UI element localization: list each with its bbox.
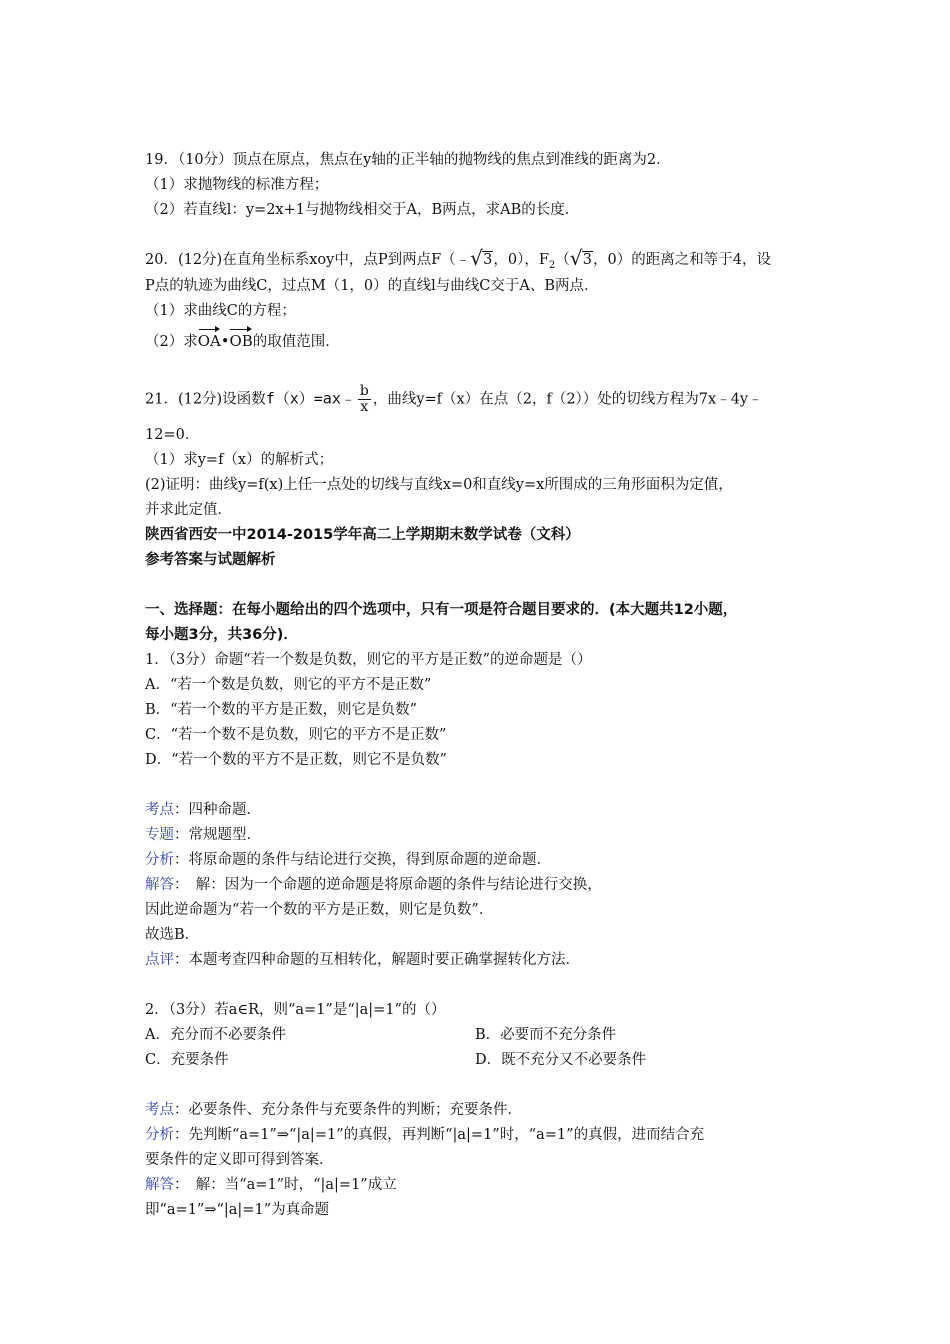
answer-title: 陕西省西安一中2014-2015学年高二上学期期末数学试卷（文科） — [145, 527, 580, 543]
vector-oa: OA — [198, 325, 221, 351]
q2-stem: 2．（3分）若a∈R，则“a=1”是“|a|=1”的（） — [145, 1002, 446, 1018]
label-kaodian: 考点 — [145, 802, 174, 818]
q19-line-3: （2）若直线l：y=2x+1与抛物线相交于A，B两点，求AB的长度． — [145, 202, 580, 218]
q20-line-3: （1）求曲线C的方程； — [145, 303, 296, 319]
q20-line-1 — [145, 246, 771, 276]
sqrt-3-neg: √ 3 — [470, 246, 493, 270]
q20-text-a: 20．(12分)在直角坐标系xoy中，点P到两点F（﹣ — [145, 252, 471, 268]
q21-line-5: 并求此定值． — [145, 502, 232, 518]
q20-text-c: （ — [555, 252, 570, 268]
q21-line-1 — [145, 384, 763, 415]
fraction-denominator: x — [360, 399, 369, 415]
fraction-numerator: b — [359, 383, 369, 399]
label-dianping: 点评 — [145, 952, 174, 968]
q2-option-d: D．既不充分又不必要条件 — [475, 1052, 647, 1068]
q2-option-a: A．充分而不必要条件 — [145, 1027, 286, 1043]
q20-line-2: P点的轨迹为曲线C，过点M（1，0）的直线l与曲线C交于A、B两点． — [145, 278, 599, 294]
q2-jieda-text-1: ： 解：当“a=1”时，“|a|=1”成立 — [174, 1177, 397, 1193]
q1-dianping — [145, 950, 580, 970]
q2-fenxi-text-1: ：先判断“a=1”⇒“|a|=1”的真假，再判断“|a|=1”时，“a=1”的真假，进而结合充 — [174, 1127, 705, 1143]
vector-ob: OB — [229, 325, 252, 351]
q20-text-l4b: 的取值范围． — [252, 334, 340, 350]
q1-option-b: B．“若一个数的平方是正数，则它是负数” — [145, 702, 417, 718]
fraction-b-over-x — [358, 384, 371, 415]
q20-line-4 — [145, 325, 340, 352]
sqrt-3-value-2: 3 — [582, 252, 593, 268]
q2-option-c: C．充要条件 — [145, 1052, 229, 1068]
q1-option-c: C．“若一个数不是负数，则它的平方不是正数” — [145, 727, 447, 743]
q2-fenxi — [145, 1125, 704, 1145]
q2-jieda-2: 即“a=1”⇒“|a|=1”为真命题 — [145, 1202, 330, 1218]
label-zhuanti: 专题 — [145, 827, 174, 843]
q1-fenxi-text: ：将原命题的条件与结论进行交换，得到原命题的逆命题． — [174, 852, 551, 868]
q1-jieda-text-1: ： 解：因为一个命题的逆命题是将原命题的条件与结论进行交换， — [174, 877, 602, 893]
q1-option-d: D．“若一个数的平方不是正数，则它不是负数” — [145, 752, 447, 768]
q1-jieda-3: 故选B． — [145, 927, 200, 943]
q2-options-row-1 — [145, 1025, 805, 1045]
q2-option-b: B．必要而不充分条件 — [475, 1027, 617, 1043]
q21-line-3: （1）求y=f（x）的解析式； — [145, 452, 334, 468]
section-1-line-2: 每小题3分，共36分)． — [145, 627, 298, 643]
q2-options-row-2 — [145, 1050, 805, 1070]
q21-text-a: 21．(12分)设函数 — [145, 391, 266, 408]
q21-line-4: (2)证明：曲线y=f(x)上任一点处的切线与直线x=0和直线y=x所围成的三角形面积为定值， — [145, 477, 733, 493]
q1-jieda-2: 因此逆命题为“若一个数的平方是正数，则它是负数”． — [145, 902, 494, 918]
q2-kaodian — [145, 1100, 522, 1120]
sqrt-3-pos: √ 3 — [569, 246, 593, 270]
q21-text-b: ，曲线y=f（x）在点（2，f（2））处的切线方程为7x﹣4y﹣ — [372, 391, 763, 408]
q20-text-l4a: （2）求 — [145, 334, 198, 350]
label-jieda-2: 解答 — [145, 1177, 174, 1193]
section-1-line-1: 一、选择题：在每小题给出的四个选项中，只有一项是符合题目要求的．(本大题共12小题， — [145, 602, 738, 618]
label-kaodian-2: 考点 — [145, 1102, 174, 1118]
q20-subscript-2: 2 — [548, 259, 556, 271]
q1-zhuanti — [145, 825, 261, 845]
label-fenxi-2: 分析 — [145, 1127, 174, 1143]
q19-line-2: （1）求抛物线的标准方程； — [145, 177, 329, 193]
q1-stem: 1．（3分）命题“若一个数是负数，则它的平方是正数”的逆命题是（） — [145, 652, 592, 668]
q2-fenxi-2: 要条件的定义即可得到答案． — [145, 1152, 334, 1168]
q1-jieda — [145, 875, 602, 895]
q1-kaodian-text: ：四种命题． — [174, 802, 261, 818]
q2-jieda — [145, 1175, 397, 1195]
q1-kaodian — [145, 800, 261, 820]
q1-fenxi — [145, 850, 551, 870]
label-fenxi: 分析 — [145, 852, 174, 868]
label-jieda: 解答 — [145, 877, 174, 893]
q19-line-1: 19．（10分）顶点在原点，焦点在y轴的正半轴的抛物线的焦点到准线的距离为2． — [145, 152, 671, 168]
answer-subtitle: 参考答案与试题解析 — [145, 552, 276, 568]
dot-operator: • — [220, 334, 230, 350]
q2-kaodian-text: ：必要条件、充分条件与充要条件的判断；充要条件． — [174, 1102, 522, 1118]
q21-line-2: 12=0． — [145, 427, 200, 443]
q1-zhuanti-text: ：常规题型． — [174, 827, 261, 843]
sqrt-3-value: 3 — [483, 252, 493, 268]
q1-option-a: A．“若一个数是负数，则它的平方不是正数” — [145, 677, 432, 693]
function-expression: f（x）=ax﹣ — [265, 389, 356, 408]
q1-dianping-text: ：本题考查四种命题的互相转化，解题时要正确掌握转化方法． — [174, 952, 580, 968]
q20-text-b: ，0），F — [493, 252, 549, 268]
q20-text-d: ，0）的距离之和等于4，设 — [593, 252, 771, 268]
